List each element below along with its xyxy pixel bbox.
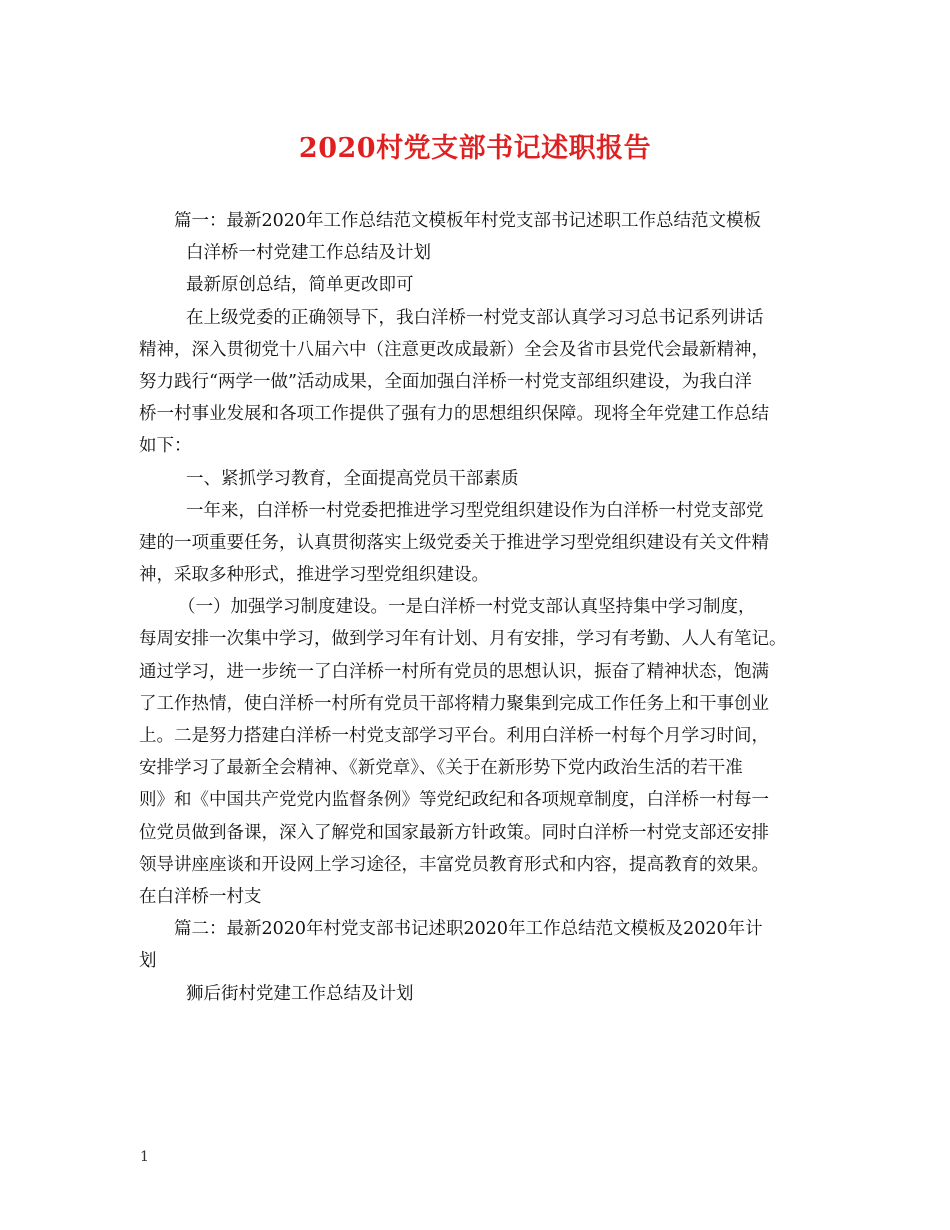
subheading-line: 一、紧抓学习教育，全面提高党员干部素质 <box>186 468 519 489</box>
paragraph-line: 在上级党委的正确领导下，我白洋桥一村党支部认真学习习总书记系列讲话 <box>186 307 764 328</box>
paragraph-line: 桥一村事业发展和各项工作提供了强有力的思想组织保障。现将全年党建工作总结 <box>139 404 769 425</box>
paragraph-line: 了工作热情，使白洋桥一村所有党员干部将精力聚集到完成工作任务上和干事创业 <box>139 693 769 714</box>
section-heading-2-continued: 划 <box>139 951 157 972</box>
paragraph-line: 安排学习了最新全会精神、《新党章》、《关于在新形势下党内政治生活的若干准 <box>139 758 743 779</box>
paragraph-line: 在白洋桥一村支 <box>139 886 262 907</box>
paragraph-line: 精神，深入贯彻党十八届六中（注意更改成最新）全会及省市县党代会最新精神， <box>139 339 769 360</box>
paragraph-line: 每周安排一次集中学习，做到学习年有计划、月有安排，学习有考勤、人人有笔记。 <box>139 629 787 650</box>
paragraph-line: 神，采取多种形式，推进学习型党组织建设。 <box>139 565 489 586</box>
document-title: 2020村党支部书记述职报告 <box>298 133 652 164</box>
page-number: 1 <box>140 1149 149 1165</box>
document-body <box>139 205 819 1010</box>
paragraph-line: 位党员做到备课，深入了解党和国家最新方针政策。同时白洋桥一村党支部还安排 <box>139 822 769 843</box>
paragraph-line: （一）加强学习制度建设。一是白洋桥一村党支部认真坚持集中学习制度， <box>178 597 756 618</box>
paragraph-line: 领导讲座座谈和开设网上学习途径，丰富党员教育形式和内容，提高教育的效果。 <box>139 854 769 875</box>
paragraph-line: 如下： <box>139 436 192 457</box>
subtitle-line: 白洋桥一村党建工作总结及计划 <box>186 243 431 264</box>
paragraph-line: 上。二是努力搭建白洋桥一村党支部学习平台。利用白洋桥一村每个月学习时间， <box>139 726 769 746</box>
paragraph-line: 一年来，白洋桥一村党委把推进学习型党组织建设作为白洋桥一村党支部党 <box>186 500 764 521</box>
subtitle-line: 狮后街村党建工作总结及计划 <box>186 983 414 1004</box>
paragraph-line: 则》和《中国共产党党内监督条例》等党纪政纪和各项规章制度，白洋桥一村每一 <box>139 790 769 811</box>
note-line: 最新原创总结，简单更改即可 <box>186 275 414 296</box>
paragraph-line: 通过学习，进一步统一了白洋桥一村所有党员的思想认识，振奋了精神状态，饱满 <box>139 661 769 682</box>
paragraph-line: 努力践行“两学一做”活动成果，全面加强白洋桥一村党支部组织建设，为我白洋 <box>139 371 752 392</box>
section-heading-2: 篇二：最新2020年村党支部书记述职2020年工作总结范文模板及2020年计 <box>174 919 763 940</box>
section-heading-1: 篇一：最新2020年工作总结范文模板年村党支部书记述职工作总结范文模板 <box>174 211 762 231</box>
paragraph-line: 建的一项重要任务，认真贯彻落实上级党委关于推进学习型党组织建设有关文件精 <box>139 532 769 553</box>
